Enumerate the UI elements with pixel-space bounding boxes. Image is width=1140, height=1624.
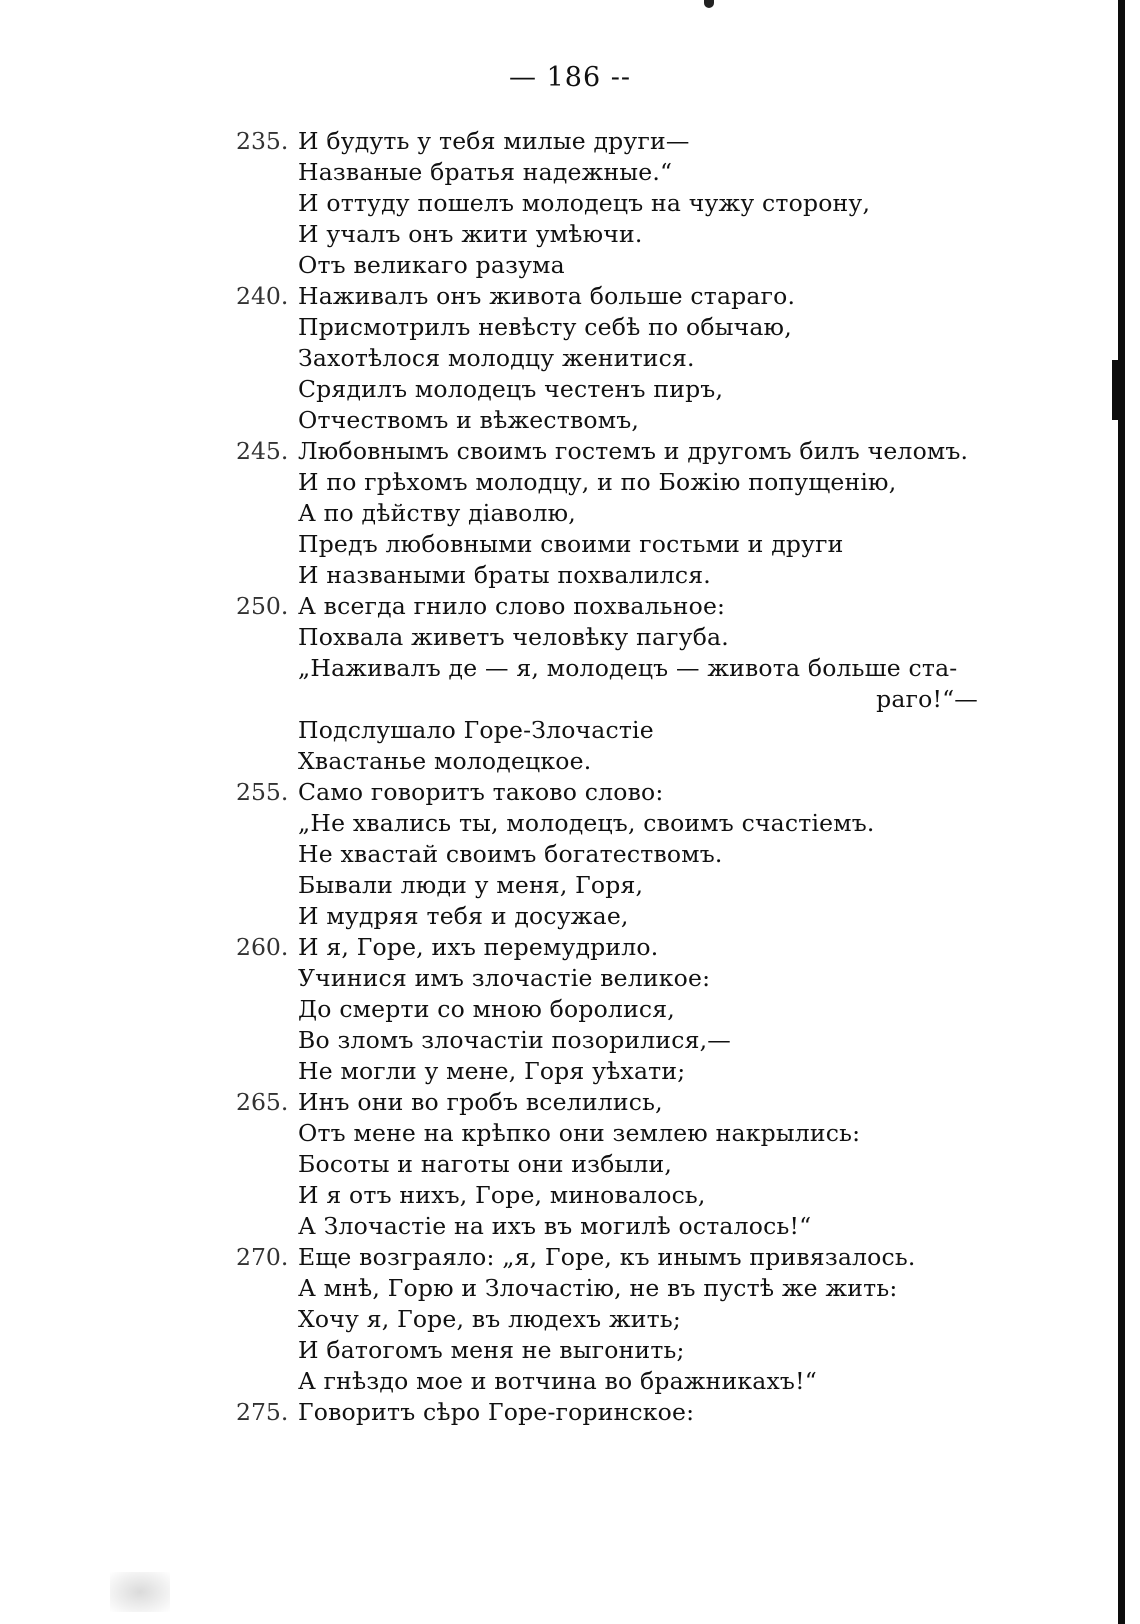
poem-line [236, 1335, 996, 1366]
poem-line [236, 653, 996, 684]
poem-line [236, 312, 996, 343]
line-text: И будуть у тебя милые други— [298, 127, 690, 155]
line-number: 260. [236, 933, 289, 961]
poem-line [236, 1149, 996, 1180]
poem-line [236, 1242, 996, 1273]
poem-line [236, 467, 996, 498]
poem-line [236, 1211, 996, 1242]
line-text: Отъ мене на крѣпко они землею накрылись: [298, 1119, 861, 1147]
line-text: Хвастанье молодецкое. [298, 747, 592, 775]
poem-line [236, 436, 996, 467]
ink-mark [704, 0, 714, 8]
poem-text-block [236, 126, 996, 1428]
line-text: И батогомъ меня не выгонить; [298, 1336, 685, 1364]
poem-line [236, 1304, 996, 1335]
line-number: 235. [236, 127, 289, 155]
line-text: Хочу я, Горе, въ людехъ жить; [298, 1305, 681, 1333]
poem-line [236, 715, 996, 746]
line-text: И я отъ нихъ, Горе, миновалось, [298, 1181, 706, 1209]
line-text: До смерти со мною боролися, [298, 995, 675, 1023]
line-text: Говоритъ сѣро Горе-горинское: [298, 1398, 695, 1426]
line-text: Инъ они во гробъ вселились, [298, 1088, 663, 1116]
line-text: И оттуду пошелъ молодецъ на чужу сторону, [298, 189, 871, 217]
poem-line [236, 157, 996, 188]
line-text: Отъ великаго разума [298, 251, 565, 279]
poem-line [236, 1273, 996, 1304]
poem-line [236, 932, 996, 963]
poem-line [236, 839, 996, 870]
line-text: Любовнымъ своимъ гостемъ и другомъ билъ челомъ. [298, 437, 969, 465]
line-text: Учинися имъ злочастіе великое: [298, 964, 711, 992]
line-text: Босоты и наготы они избыли, [298, 1150, 673, 1178]
poem-line [236, 1056, 996, 1087]
line-text: раго!“— [876, 685, 978, 713]
line-text: Названые братья надежные.“ [298, 158, 673, 186]
poem-line [236, 1397, 996, 1428]
poem-line [236, 870, 996, 901]
poem-line [236, 405, 996, 436]
poem-line [236, 808, 996, 839]
line-text: Присмотрилъ невѣсту себѣ по обычаю, [298, 313, 792, 341]
line-text: Не могли у мене, Горя уѣхати; [298, 1057, 686, 1085]
line-text: И по грѣхомъ молодцу, и по Божію попущенію, [298, 468, 897, 496]
line-text: А гнѣздо мое и вотчина во бражникахъ!“ [298, 1367, 817, 1395]
poem-line [236, 250, 996, 281]
poem-line [236, 529, 996, 560]
line-text: И мудряя тебя и досужае, [298, 902, 629, 930]
poem-line [236, 560, 996, 591]
line-number: 255. [236, 778, 289, 806]
line-text: А мнѣ, Горю и Злочастію, не въ пустѣ же жить: [298, 1274, 898, 1302]
line-number: 270. [236, 1243, 289, 1271]
poem-line [236, 591, 996, 622]
line-number: 250. [236, 592, 289, 620]
line-text: И назваными браты похвалился. [298, 561, 711, 589]
line-number: 245. [236, 437, 289, 465]
line-number: 265. [236, 1088, 289, 1116]
line-text: Само говоритъ таково слово: [298, 778, 664, 806]
poem-line [236, 901, 996, 932]
poem-line [236, 622, 996, 653]
line-text: А Злочастіе на ихъ въ могилѣ осталось!“ [298, 1212, 812, 1240]
line-text: Отчествомъ и вѣжествомъ, [298, 406, 640, 434]
poem-line [236, 281, 996, 312]
line-text: Еще возграяло: „я, Горе, къ инымъ привязалось. [298, 1243, 916, 1271]
poem-line [236, 188, 996, 219]
poem-line [236, 963, 996, 994]
poem-line [236, 126, 996, 157]
line-text: А по дѣйству діаволю, [298, 499, 576, 527]
line-text: „Наживалъ де — я, молодецъ — живота больше ста- [298, 654, 958, 682]
line-text: А всегда гнило слово похвальное: [298, 592, 726, 620]
poem-line [236, 1180, 996, 1211]
page-edge-notch [1112, 360, 1118, 420]
line-text: И учалъ онъ жити умѣючи. [298, 220, 643, 248]
line-text: Похвала живетъ человѣку пагуба. [298, 623, 729, 651]
line-text: Предъ любовными своими гостьми и други [298, 530, 844, 558]
poem-line [236, 498, 996, 529]
scan-smudge [110, 1572, 170, 1612]
line-text: „Не хвались ты, молодецъ, своимъ счастіемъ. [298, 809, 875, 837]
line-text: Во зломъ злочастіи позорилися,— [298, 1026, 731, 1054]
line-text: Захотѣлося молодцу женитися. [298, 344, 695, 372]
line-text: Подслушало Горе-Злочастіе [298, 716, 654, 744]
poem-line [236, 1025, 996, 1056]
line-text: Бывали люди у меня, Горя, [298, 871, 644, 899]
poem-line [236, 684, 996, 715]
page-edge-shadow [1118, 0, 1125, 1624]
poem-line [236, 219, 996, 250]
poem-line [236, 994, 996, 1025]
line-text: Срядилъ молодецъ честенъ пиръ, [298, 375, 724, 403]
poem-line [236, 746, 996, 777]
poem-line [236, 1087, 996, 1118]
poem-line [236, 1366, 996, 1397]
poem-line [236, 1118, 996, 1149]
poem-line [236, 777, 996, 808]
poem-line [236, 343, 996, 374]
line-number: 275. [236, 1398, 289, 1426]
line-text: И я, Горе, ихъ перемудрило. [298, 933, 659, 961]
poem-line [236, 374, 996, 405]
page-number: — 186 -- [509, 62, 631, 93]
line-text: Не хвастай своимъ богатествомъ. [298, 840, 723, 868]
line-number: 240. [236, 282, 289, 310]
line-text: Наживалъ онъ живота больше стараго. [298, 282, 796, 310]
